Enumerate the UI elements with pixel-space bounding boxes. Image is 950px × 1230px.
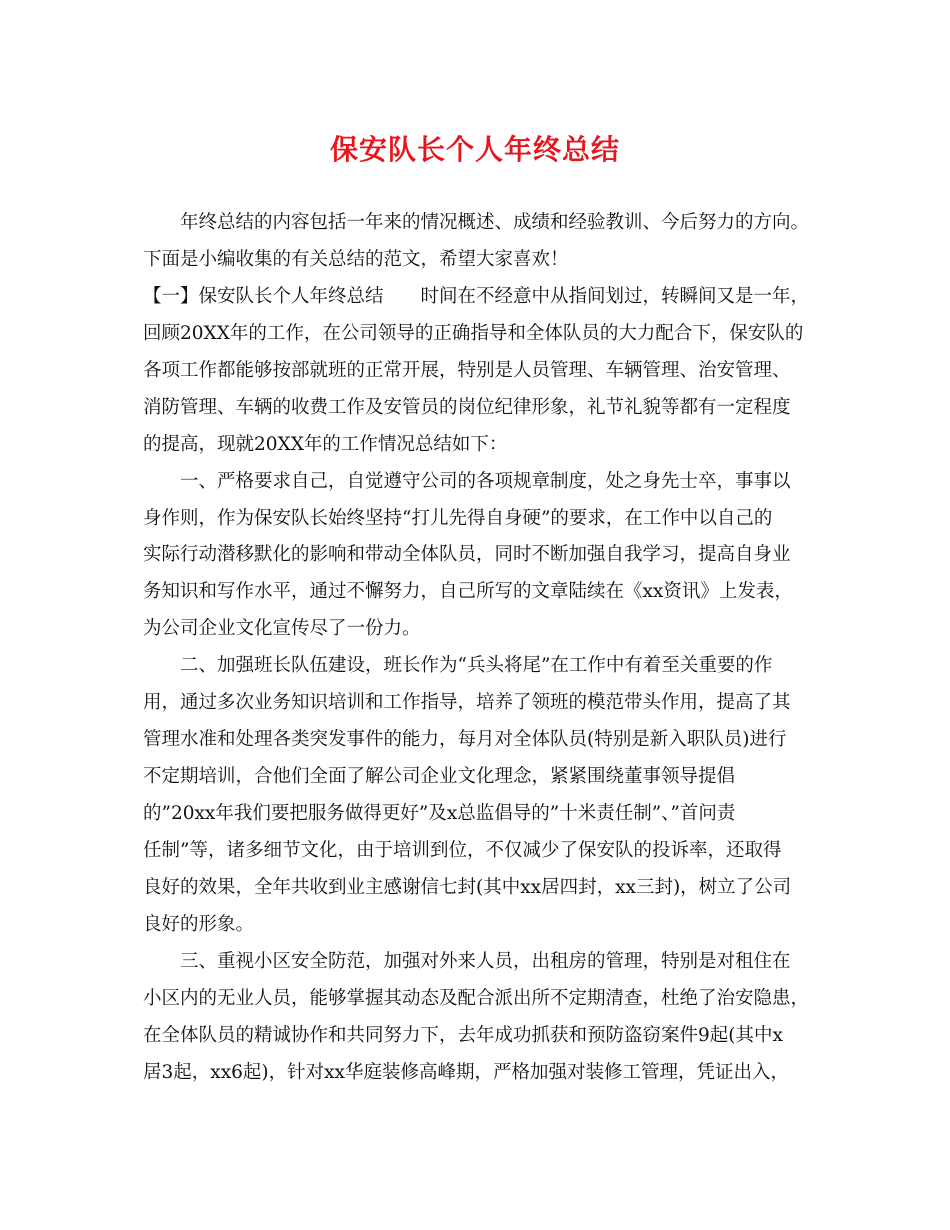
paragraph-line: 各项工作都能够按部就班的正常开展，特别是人员管理、车辆管理、治安管理、: [143, 359, 791, 381]
paragraph-line: 务知识和写作水平，通过不懈努力，自己所写的文章陆续在《xx资讯》上发表，: [143, 581, 793, 603]
paragraph-line: 为公司企业文化宣传尽了一份力。: [143, 618, 421, 640]
paragraph-line: 良好的形象。: [143, 913, 255, 935]
paragraph-line: 回顾20XX年的工作，在公司领导的正确指导和全体队员的大力配合下，保安队的: [143, 322, 804, 344]
paragraph-line: 一、严格要求自己，自觉遵守公司的各项规章制度，处之身先士卒，事事以: [180, 470, 791, 492]
paragraph-line: 的提高，现就20XX年的工作情况总结如下：: [143, 433, 508, 455]
paragraph-line: 任制”等，诸多细节文化，由于培训到位，不仅减少了保安队的投诉率，还取得: [143, 839, 782, 861]
paragraph-line: 消防管理、车辆的收费工作及安管员的岗位纪律形象，礼节礼貌等都有一定程度: [143, 396, 791, 418]
paragraph-line: 不定期培训，合他们全面了解公司企业文化理念，紧紧围绕董事领导提倡: [143, 766, 736, 788]
paragraph-line: 良好的效果，全年共收到业主感谢信七封(其中xx居四封，xx三封)，树立了公司: [143, 876, 792, 898]
document-title: 保安队长个人年终总结: [329, 133, 620, 166]
paragraph-line: 用，通过多次业务知识培训和工作指导，培养了领班的模范带头作用，提高了其: [143, 692, 791, 714]
paragraph-line: 三、重视小区安全防范，加强对外来人员，出租房的管理，特别是对租住在: [180, 950, 791, 972]
paragraph-line: 实际行动潜移默化的影响和带动全体队员，同时不断加强自我学习，提高自身业: [143, 544, 791, 566]
paragraph-line: 在全体队员的精诚协作和共同努力下，去年成功抓获和预防盗窃案件9起(其中x: [143, 1024, 783, 1046]
paragraph-line: 年终总结的内容包括一年来的情况概述、成绩和经验教训、今后努力的方向。: [180, 212, 810, 233]
document-body: [143, 205, 811, 1092]
paragraph-line: 居3起，xx6起)，针对xx华庭装修高峰期，严格加强对装修工管理，凭证出入，: [143, 1061, 789, 1083]
paragraph-line: 小区内的无业人员，能够掌握其动态及配合派出所不定期清查，杜绝了治安隐患，: [143, 987, 810, 1009]
paragraph-line: 二、加强班长队伍建设，班长作为“兵头将尾”在工作中有着至关重要的作: [180, 655, 773, 677]
paragraph-line: 的”20xx年我们要把服务做得更好”及x总监倡导的”十米责任制”、”首问责: [143, 803, 736, 824]
paragraph-line: 【一】保安队长个人年终总结 时间在不经意中从指间划过，转瞬间又是一年，: [143, 285, 810, 307]
paragraph-line: 下面是小编收集的有关总结的范文，希望大家喜欢！: [143, 248, 569, 270]
paragraph-line: 身作则，作为保安队长始终坚持“打儿先得自身硬”的要求，在工作中以自己的: [143, 507, 773, 529]
paragraph-line: 管理水准和处理各类突发事件的能力，每月对全体队员(特别是新入职队员)进行: [143, 729, 787, 751]
